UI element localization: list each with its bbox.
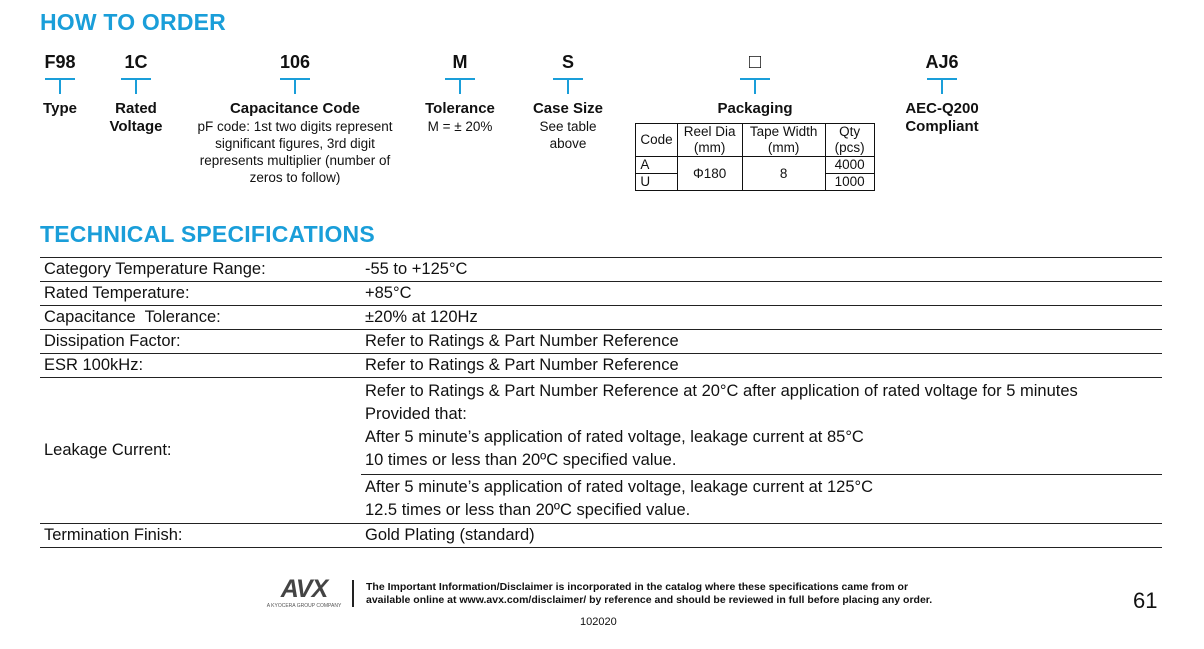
capacitance-label: Capacitance Code [229, 100, 361, 117]
table-row [40, 378, 1162, 475]
packaging-cell-reel: Φ180 [677, 157, 742, 191]
disclaimer-text [366, 581, 932, 607]
table-row [40, 282, 1162, 306]
table-row [40, 354, 1162, 378]
connector-icon [927, 74, 957, 94]
spec-value: ±20% at 120Hz [365, 308, 478, 326]
leakage-line: After 5 minute’s application of rated voltage, leakage current at 85°C [365, 428, 864, 446]
leakage-line: 12.5 times or less than 20ºC specified value. [365, 501, 691, 519]
packaging-header-reel: Reel Dia (mm) [677, 124, 742, 157]
leakage-line: After 5 minute’s application of rated voltage, leakage current at 125°C [365, 478, 874, 496]
connector-icon [740, 74, 770, 94]
table-row [40, 330, 1162, 354]
connector-icon [280, 74, 310, 94]
spec-key: Dissipation Factor: [44, 332, 181, 350]
packaging-header-code: Code [636, 124, 677, 157]
connector-icon [121, 74, 151, 94]
document-code: 102020 [580, 616, 617, 628]
spec-value: Gold Plating (standard) [365, 526, 535, 544]
page-number: 61 [1133, 588, 1158, 613]
how-to-order-heading: HOW TO ORDER [40, 9, 226, 35]
spec-key: Rated Temperature: [44, 284, 190, 302]
spec-key: ESR 100kHz: [44, 356, 144, 374]
footer-divider [352, 580, 354, 607]
logo-tagline: A KYOCERA GROUP COMPANY [266, 603, 342, 609]
packaging-table-header [636, 124, 874, 157]
capacitance-desc: pF code: 1st two digits represent significant figures, 3rd digit represents multiplier (number of zeros to follow) [197, 119, 393, 185]
table-row [636, 157, 874, 174]
specifications-table [40, 257, 1162, 548]
spec-value: -55 to +125°C [365, 260, 468, 278]
packaging-cell-tape: 8 [742, 157, 825, 191]
type-label: Type [43, 100, 77, 117]
order-col-case-size [526, 50, 610, 152]
table-row [40, 258, 1162, 282]
case-size-desc: See table above [539, 119, 597, 151]
packaging-code-box-icon: □ [748, 51, 762, 73]
spec-key: Termination Finish: [44, 526, 183, 544]
case-size-code: S [561, 52, 574, 72]
case-size-label: Case Size [532, 100, 604, 117]
packaging-label: Packaging [717, 100, 793, 117]
order-col-type [38, 50, 82, 118]
logo-wordmark: AVX [280, 575, 328, 603]
connector-icon [445, 74, 475, 94]
packaging-cell-qty: 4000 [825, 157, 874, 174]
spec-key: Category Temperature Range: [44, 260, 266, 278]
connector-icon [45, 74, 75, 94]
aec-code: AJ6 [925, 52, 959, 72]
spec-key: Capacitance Tolerance: [44, 308, 221, 326]
type-code: F98 [44, 52, 76, 72]
capacitance-code: 106 [279, 52, 311, 72]
order-col-packaging [630, 50, 880, 191]
leakage-line: Refer to Ratings & Part Number Reference at 20°C after application of rated voltage for 5 minutes [365, 382, 1078, 400]
tolerance-code: M [452, 52, 468, 72]
disclaimer-line: The Important Information/Disclaimer is incorporated in the catalog where these specifications came from or [366, 581, 909, 593]
technical-specifications-heading: TECHNICAL SPECIFICATIONS [40, 221, 375, 247]
packaging-table [635, 123, 874, 191]
disclaimer-line: available online at www.avx.com/disclaimer/ by reference and should be reviewed in full before placing any order. [366, 594, 933, 606]
spec-value-leakage [361, 378, 1162, 475]
order-col-capacitance [190, 50, 400, 186]
spec-value-leakage-2 [361, 475, 1162, 524]
tolerance-desc: M = ± 20% [427, 119, 493, 134]
packaging-cell-code: A [636, 157, 677, 174]
spec-value: +85°C [365, 284, 412, 302]
order-col-aec [896, 50, 988, 136]
aec-label: AEC-Q200 Compliant [905, 100, 979, 135]
leakage-line: 10 times or less than 20ºC specified value. [365, 451, 677, 469]
order-col-tolerance [418, 50, 502, 135]
packaging-cell-qty: 1000 [825, 174, 874, 191]
spec-value: Refer to Ratings & Part Number Reference [365, 332, 679, 350]
rated-voltage-code: 1C [124, 52, 148, 72]
packaging-header-tape: Tape Width (mm) [742, 124, 825, 157]
spec-key: Leakage Current: [44, 441, 172, 459]
table-row [40, 524, 1162, 548]
table-row [40, 306, 1162, 330]
avx-logo [266, 575, 342, 609]
packaging-header-qty: Qty (pcs) [825, 124, 874, 157]
connector-icon [553, 74, 583, 94]
leakage-line: Provided that: [365, 405, 467, 423]
order-col-rated-voltage [100, 50, 172, 136]
packaging-cell-code: U [636, 174, 677, 191]
rated-voltage-label: Rated Voltage [109, 100, 163, 135]
spec-value: Refer to Ratings & Part Number Reference [365, 356, 679, 374]
tolerance-label: Tolerance [425, 100, 495, 117]
